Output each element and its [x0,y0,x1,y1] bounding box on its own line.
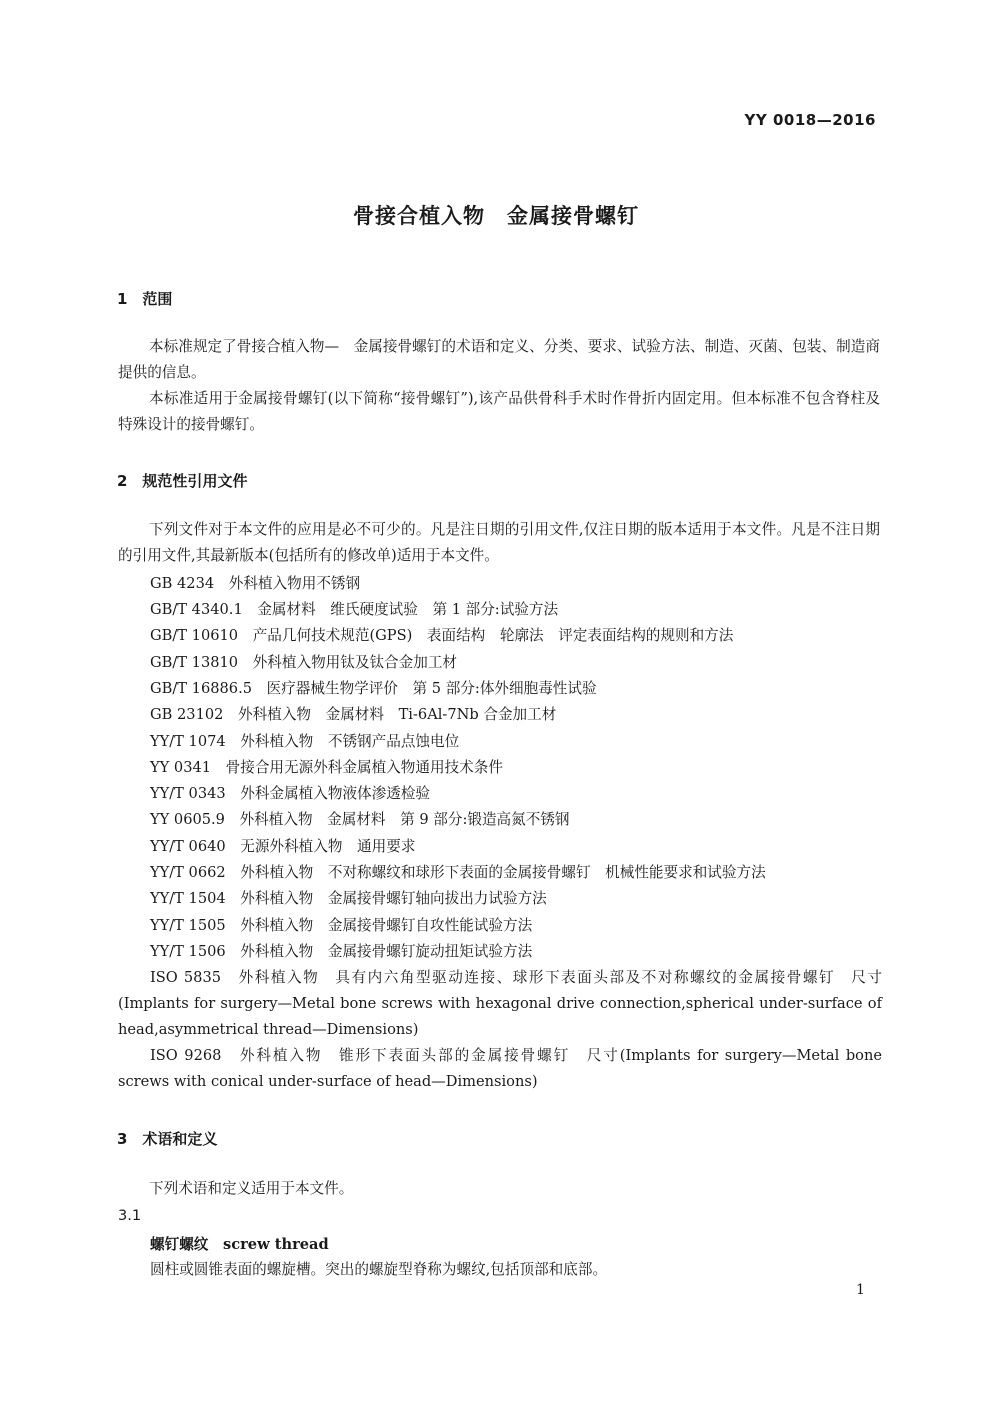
terms-intro: 下列术语和定义适用于本文件。 [149,1180,354,1197]
reference-item: GB/T 4340.1 金属材料 维氏硬度试验 第 1 部分:试验方法 [150,601,559,618]
reference-item: YY/T 0662 外科植入物 不对称螺纹和球形下表面的金属接骨螺钉 机械性能要求和试验方法 [150,864,766,881]
section-2-heading: 2 规范性引用文件 [117,472,248,490]
reference-item: GB 4234 外科植入物用不锈钢 [150,575,361,592]
reference-iso-9268: ISO 9268 外科植入物 锥形下表面头部的金属接骨螺钉 尺寸(Implants for surgery—Metal bone screws with conical under-surface of head—Dimensions) [118,1047,882,1090]
section-1-heading: 1 范围 [117,290,173,308]
page-number: 1 [856,1282,865,1298]
section-3-heading: 3 术语和定义 [117,1130,218,1148]
term-english: screw thread [223,1236,329,1253]
term-definition: 圆柱或圆锥表面的螺旋槽。突出的螺旋型脊称为螺纹,包括顶部和底部。 [150,1261,608,1278]
reference-item: YY 0605.9 外科植入物 金属材料 第 9 部分:锻造高氮不锈钢 [150,811,570,828]
reference-item: GB/T 10610 产品几何技术规范(GPS) 表面结构 轮廓法 评定表面结构的规则和方法 [150,627,734,644]
reference-item: YY/T 0343 外科金属植入物液体渗透检验 [150,785,431,802]
reference-item: YY/T 0640 无源外科植入物 通用要求 [150,838,416,855]
reference-item: YY 0341 骨接合用无源外科金属植入物通用技术条件 [150,759,503,776]
reference-item: GB 23102 外科植入物 金属材料 Ti-6Al-7Nb 合金加工材 [150,706,557,723]
term-entry [150,1233,329,1254]
document-title: 骨接合植入物 金属接骨螺钉 [353,204,639,228]
reference-item: GB/T 13810 外科植入物用钛及钛合金加工材 [150,654,458,671]
reference-iso-5835: ISO 5835 外科植入物 具有内六角型驱动连接、球形下表面头部及不对称螺纹的金属接骨螺钉 尺寸(Implants for surgery—Metal bone screws with hexagonal drive connection,spherical under-surface of head,asymmetrical thread—Dimensions) [118,969,882,1038]
reference-item: YY/T 1505 外科植入物 金属接骨螺钉自攻性能试验方法 [150,917,533,934]
subsection-number: 3.1 [118,1207,142,1224]
term-chinese: 螺钉螺纹 [150,1236,209,1253]
normative-intro: 下列文件对于本文件的应用是必不可少的。凡是注日期的引用文件,仅注日期的版本适用于本文件。凡是不注日期的引用文件,其最新版本(包括所有的修改单)适用于本文件。 [118,521,880,564]
standard-code: YY 0018—2016 [744,111,876,129]
scope-paragraph-2: 本标准适用于金属接骨螺钉(以下简称“接骨螺钉”),该产品供骨科手术时作骨折内固定用。但本标准不包含脊柱及特殊设计的接骨螺钉。 [118,390,880,433]
reference-item: YY/T 1504 外科植入物 金属接骨螺钉轴向拔出力试验方法 [150,890,547,907]
reference-item: YY/T 1506 外科植入物 金属接骨螺钉旋动扭矩试验方法 [150,943,533,960]
scope-paragraph-1: 本标准规定了骨接合植入物— 金属接骨螺钉的术语和定义、分类、要求、试验方法、制造、灭菌、包装、制造商提供的信息。 [118,338,880,381]
reference-item: YY/T 1074 外科植入物 不锈钢产品点蚀电位 [150,733,460,750]
reference-item: GB/T 16886.5 医疗器械生物学评价 第 5 部分:体外细胞毒性试验 [150,680,597,697]
